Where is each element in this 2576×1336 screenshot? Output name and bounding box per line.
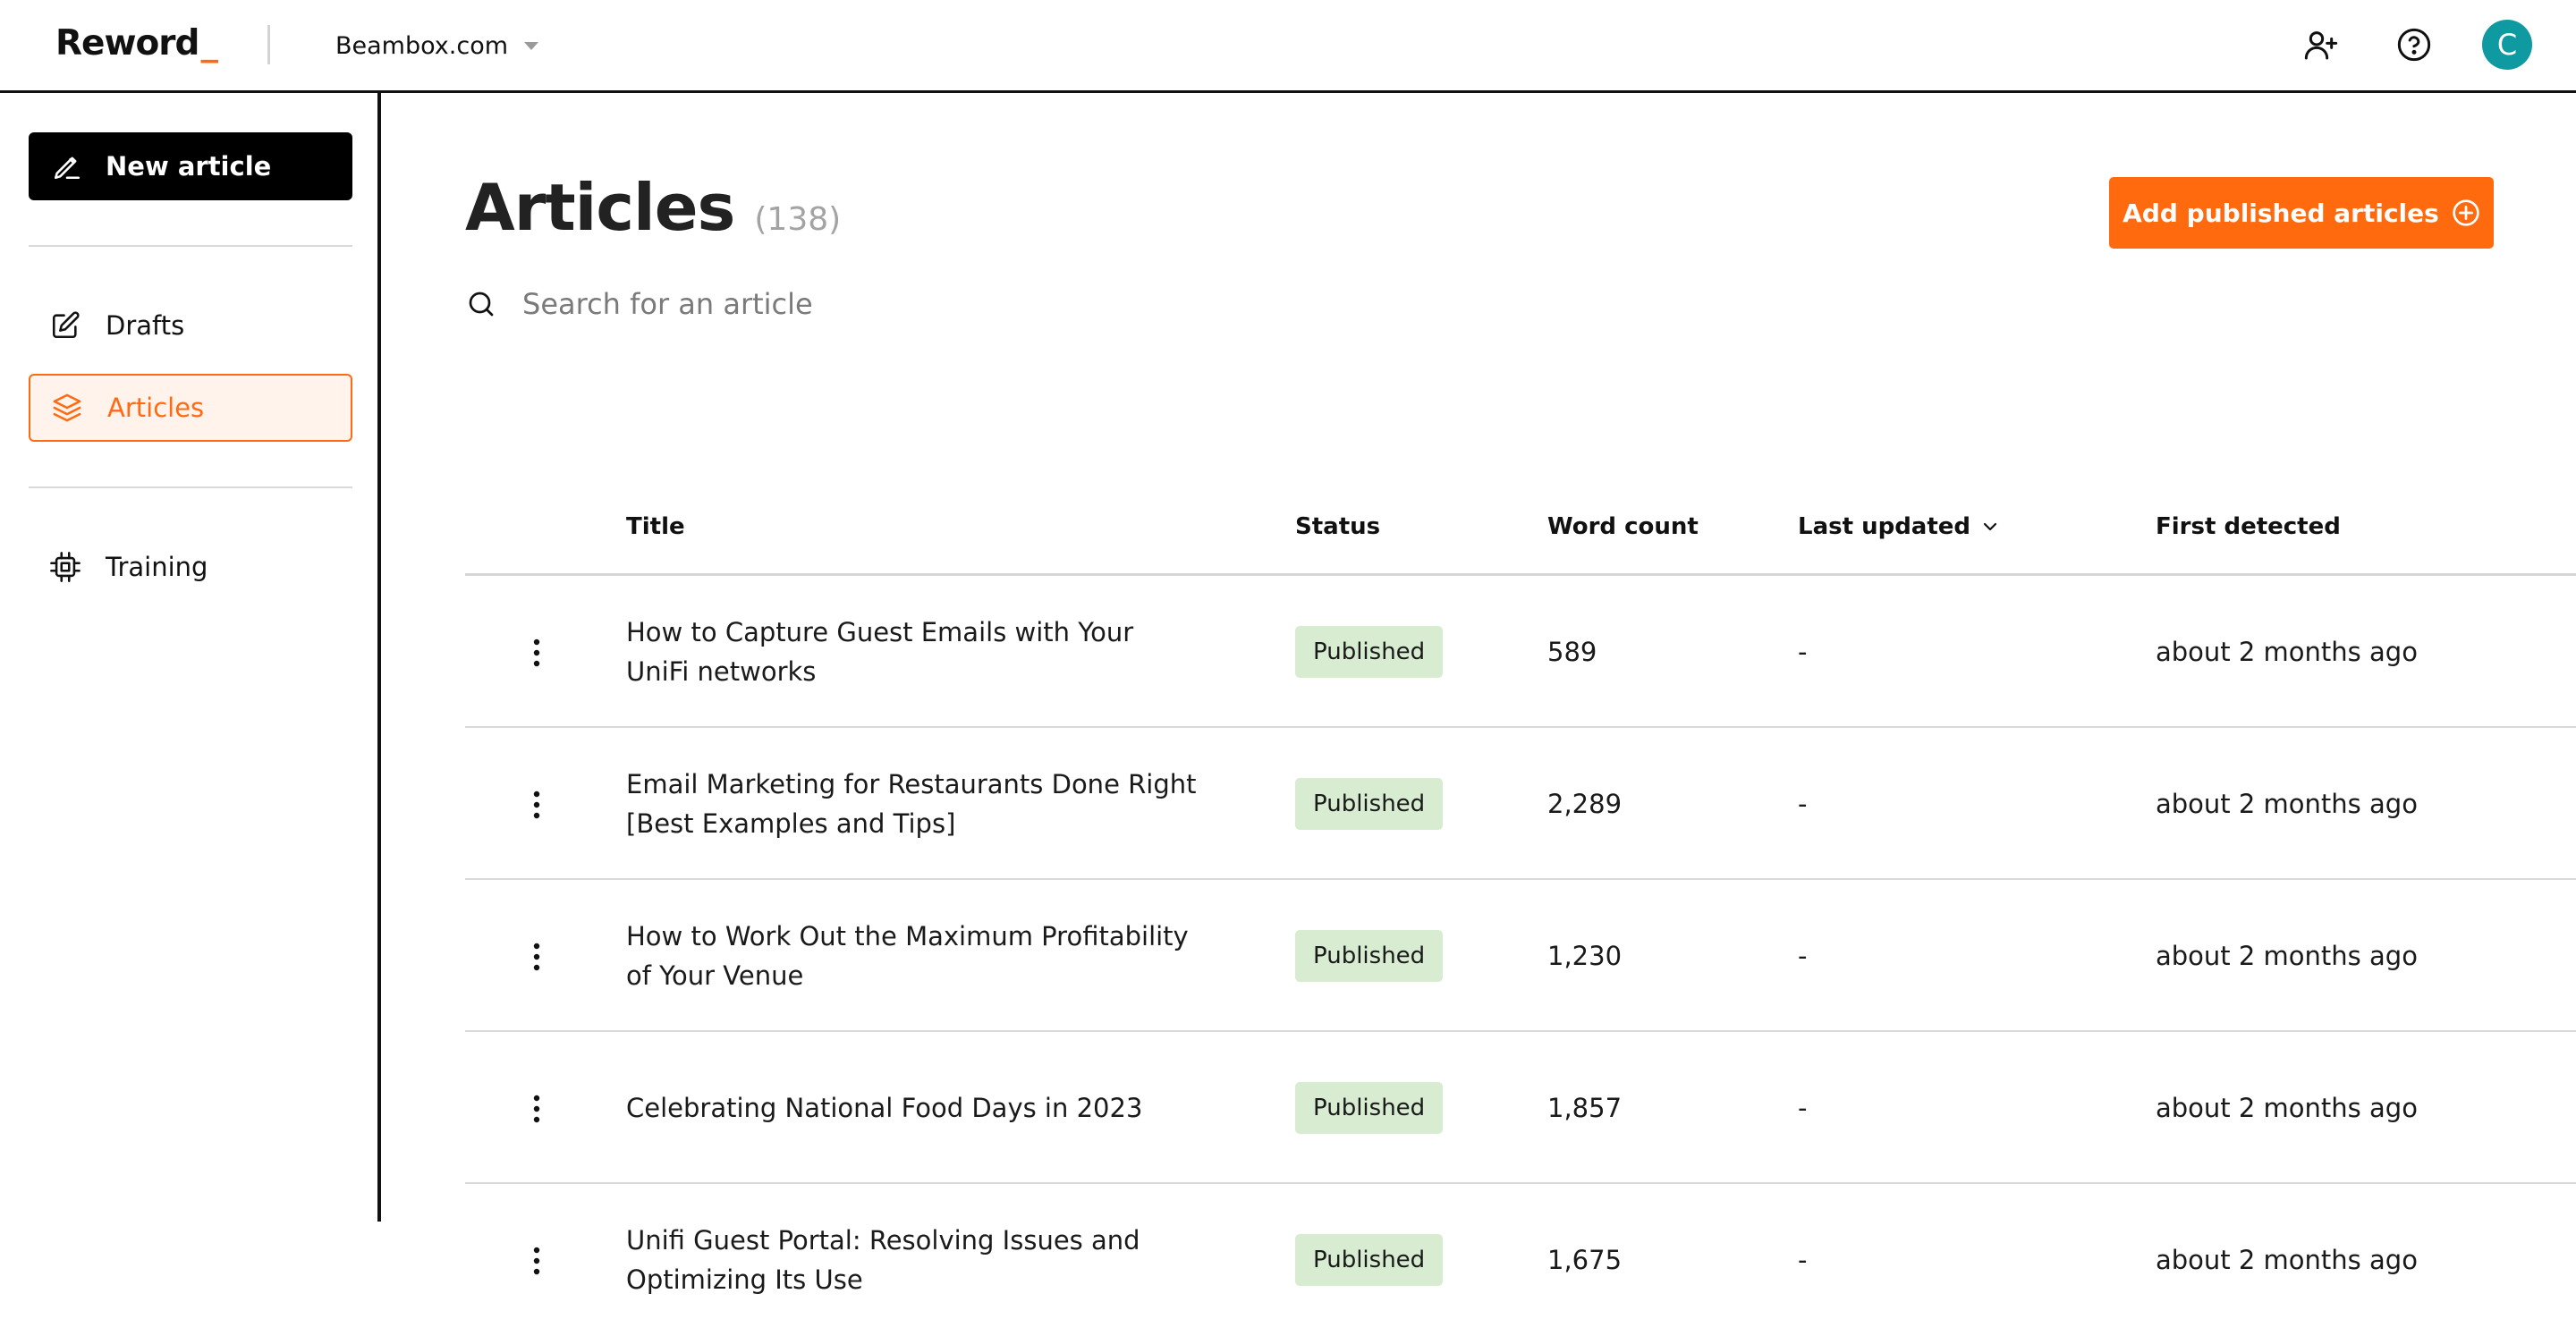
column-header-label: Last updated <box>1798 513 1971 540</box>
topbar-divider <box>267 25 270 64</box>
table-row <box>465 1184 2576 1336</box>
status-badge: Published <box>1295 930 1443 982</box>
first-detected: about 2 months ago <box>2156 789 2418 819</box>
table-row <box>465 1032 2576 1184</box>
column-header-word-count[interactable]: Word count <box>1547 513 1699 540</box>
sidebar-divider <box>29 486 352 488</box>
column-header-status[interactable]: Status <box>1295 513 1381 540</box>
column-header-title[interactable]: Title <box>626 513 685 540</box>
new-article-button[interactable] <box>29 132 352 200</box>
first-detected: about 2 months ago <box>2156 1245 2418 1275</box>
sidebar-item-label: Training <box>106 552 208 582</box>
chip-icon <box>50 552 80 582</box>
more-options-icon[interactable] <box>522 935 551 978</box>
sidebar-item-label: Drafts <box>106 310 185 341</box>
new-article-label: New article <box>106 151 272 182</box>
site-switcher[interactable] <box>335 28 538 63</box>
logo-cursor: _ <box>200 23 217 63</box>
main-content <box>381 93 2576 1295</box>
last-updated: - <box>1798 637 1808 667</box>
more-options-icon[interactable] <box>522 1087 551 1130</box>
page-title-text: Articles <box>465 170 735 245</box>
column-header-first-detected[interactable]: First detected <box>2156 513 2341 540</box>
word-count: 1,857 <box>1547 1093 1623 1123</box>
first-detected: about 2 months ago <box>2156 941 2418 971</box>
status-badge: Published <box>1295 1234 1443 1286</box>
app-logo[interactable] <box>55 23 217 63</box>
chevron-down-icon <box>1979 516 2001 537</box>
sidebar-item-label: Articles <box>107 393 205 423</box>
last-updated: - <box>1798 1245 1808 1275</box>
top-bar <box>0 0 2576 93</box>
article-title[interactable]: How to Work Out the Maximum Profitability of Your Venue <box>626 921 1189 991</box>
add-user-icon[interactable] <box>2300 23 2343 66</box>
edit-icon <box>50 310 80 341</box>
article-count: (138) <box>754 201 842 238</box>
table-row <box>465 728 2576 880</box>
status-badge: Published <box>1295 626 1443 678</box>
logo-text: Reword <box>55 23 199 63</box>
table-row <box>465 880 2576 1032</box>
sidebar-item-articles[interactable] <box>29 374 352 442</box>
pen-icon <box>52 151 82 182</box>
table-header <box>465 478 2576 576</box>
last-updated: - <box>1798 1093 1808 1123</box>
user-avatar[interactable]: C <box>2482 20 2532 70</box>
word-count: 1,675 <box>1547 1245 1623 1275</box>
status-badge: Published <box>1295 778 1443 830</box>
table-row <box>465 576 2576 728</box>
article-title[interactable]: Unifi Guest Portal: Resolving Issues and Optimizing Its Use <box>626 1225 1140 1295</box>
search-input[interactable] <box>521 286 1419 322</box>
more-options-icon[interactable] <box>522 631 551 674</box>
word-count: 2,289 <box>1547 789 1623 819</box>
sidebar-item-training[interactable] <box>29 533 352 601</box>
layers-icon <box>52 393 82 423</box>
site-name: Beambox.com <box>335 31 509 60</box>
word-count: 589 <box>1547 637 1597 667</box>
first-detected: about 2 months ago <box>2156 1093 2418 1123</box>
last-updated: - <box>1798 941 1808 971</box>
add-published-articles-button[interactable] <box>2109 177 2494 249</box>
word-count: 1,230 <box>1547 941 1623 971</box>
search-icon <box>465 288 497 320</box>
page-title <box>465 170 841 245</box>
chevron-down-icon <box>524 42 538 50</box>
status-badge: Published <box>1295 1082 1443 1134</box>
search-bar <box>465 281 1538 327</box>
more-options-icon[interactable] <box>522 783 551 826</box>
sidebar-item-drafts[interactable] <box>29 292 352 359</box>
add-button-label: Add published articles <box>2123 198 2439 228</box>
help-icon[interactable] <box>2393 23 2436 66</box>
article-title[interactable]: Celebrating National Food Days in 2023 <box>626 1093 1143 1123</box>
sidebar-divider <box>29 245 352 247</box>
plus-circle-icon <box>2452 199 2480 227</box>
article-title[interactable]: How to Capture Guest Emails with Your UniFi networks <box>626 617 1134 687</box>
column-header-last-updated[interactable] <box>1798 513 2001 540</box>
sidebar <box>0 93 381 1222</box>
last-updated: - <box>1798 789 1808 819</box>
article-title[interactable]: Email Marketing for Restaurants Done Right [Best Examples and Tips] <box>626 769 1197 839</box>
more-options-icon[interactable] <box>522 1239 551 1282</box>
first-detected: about 2 months ago <box>2156 637 2418 667</box>
